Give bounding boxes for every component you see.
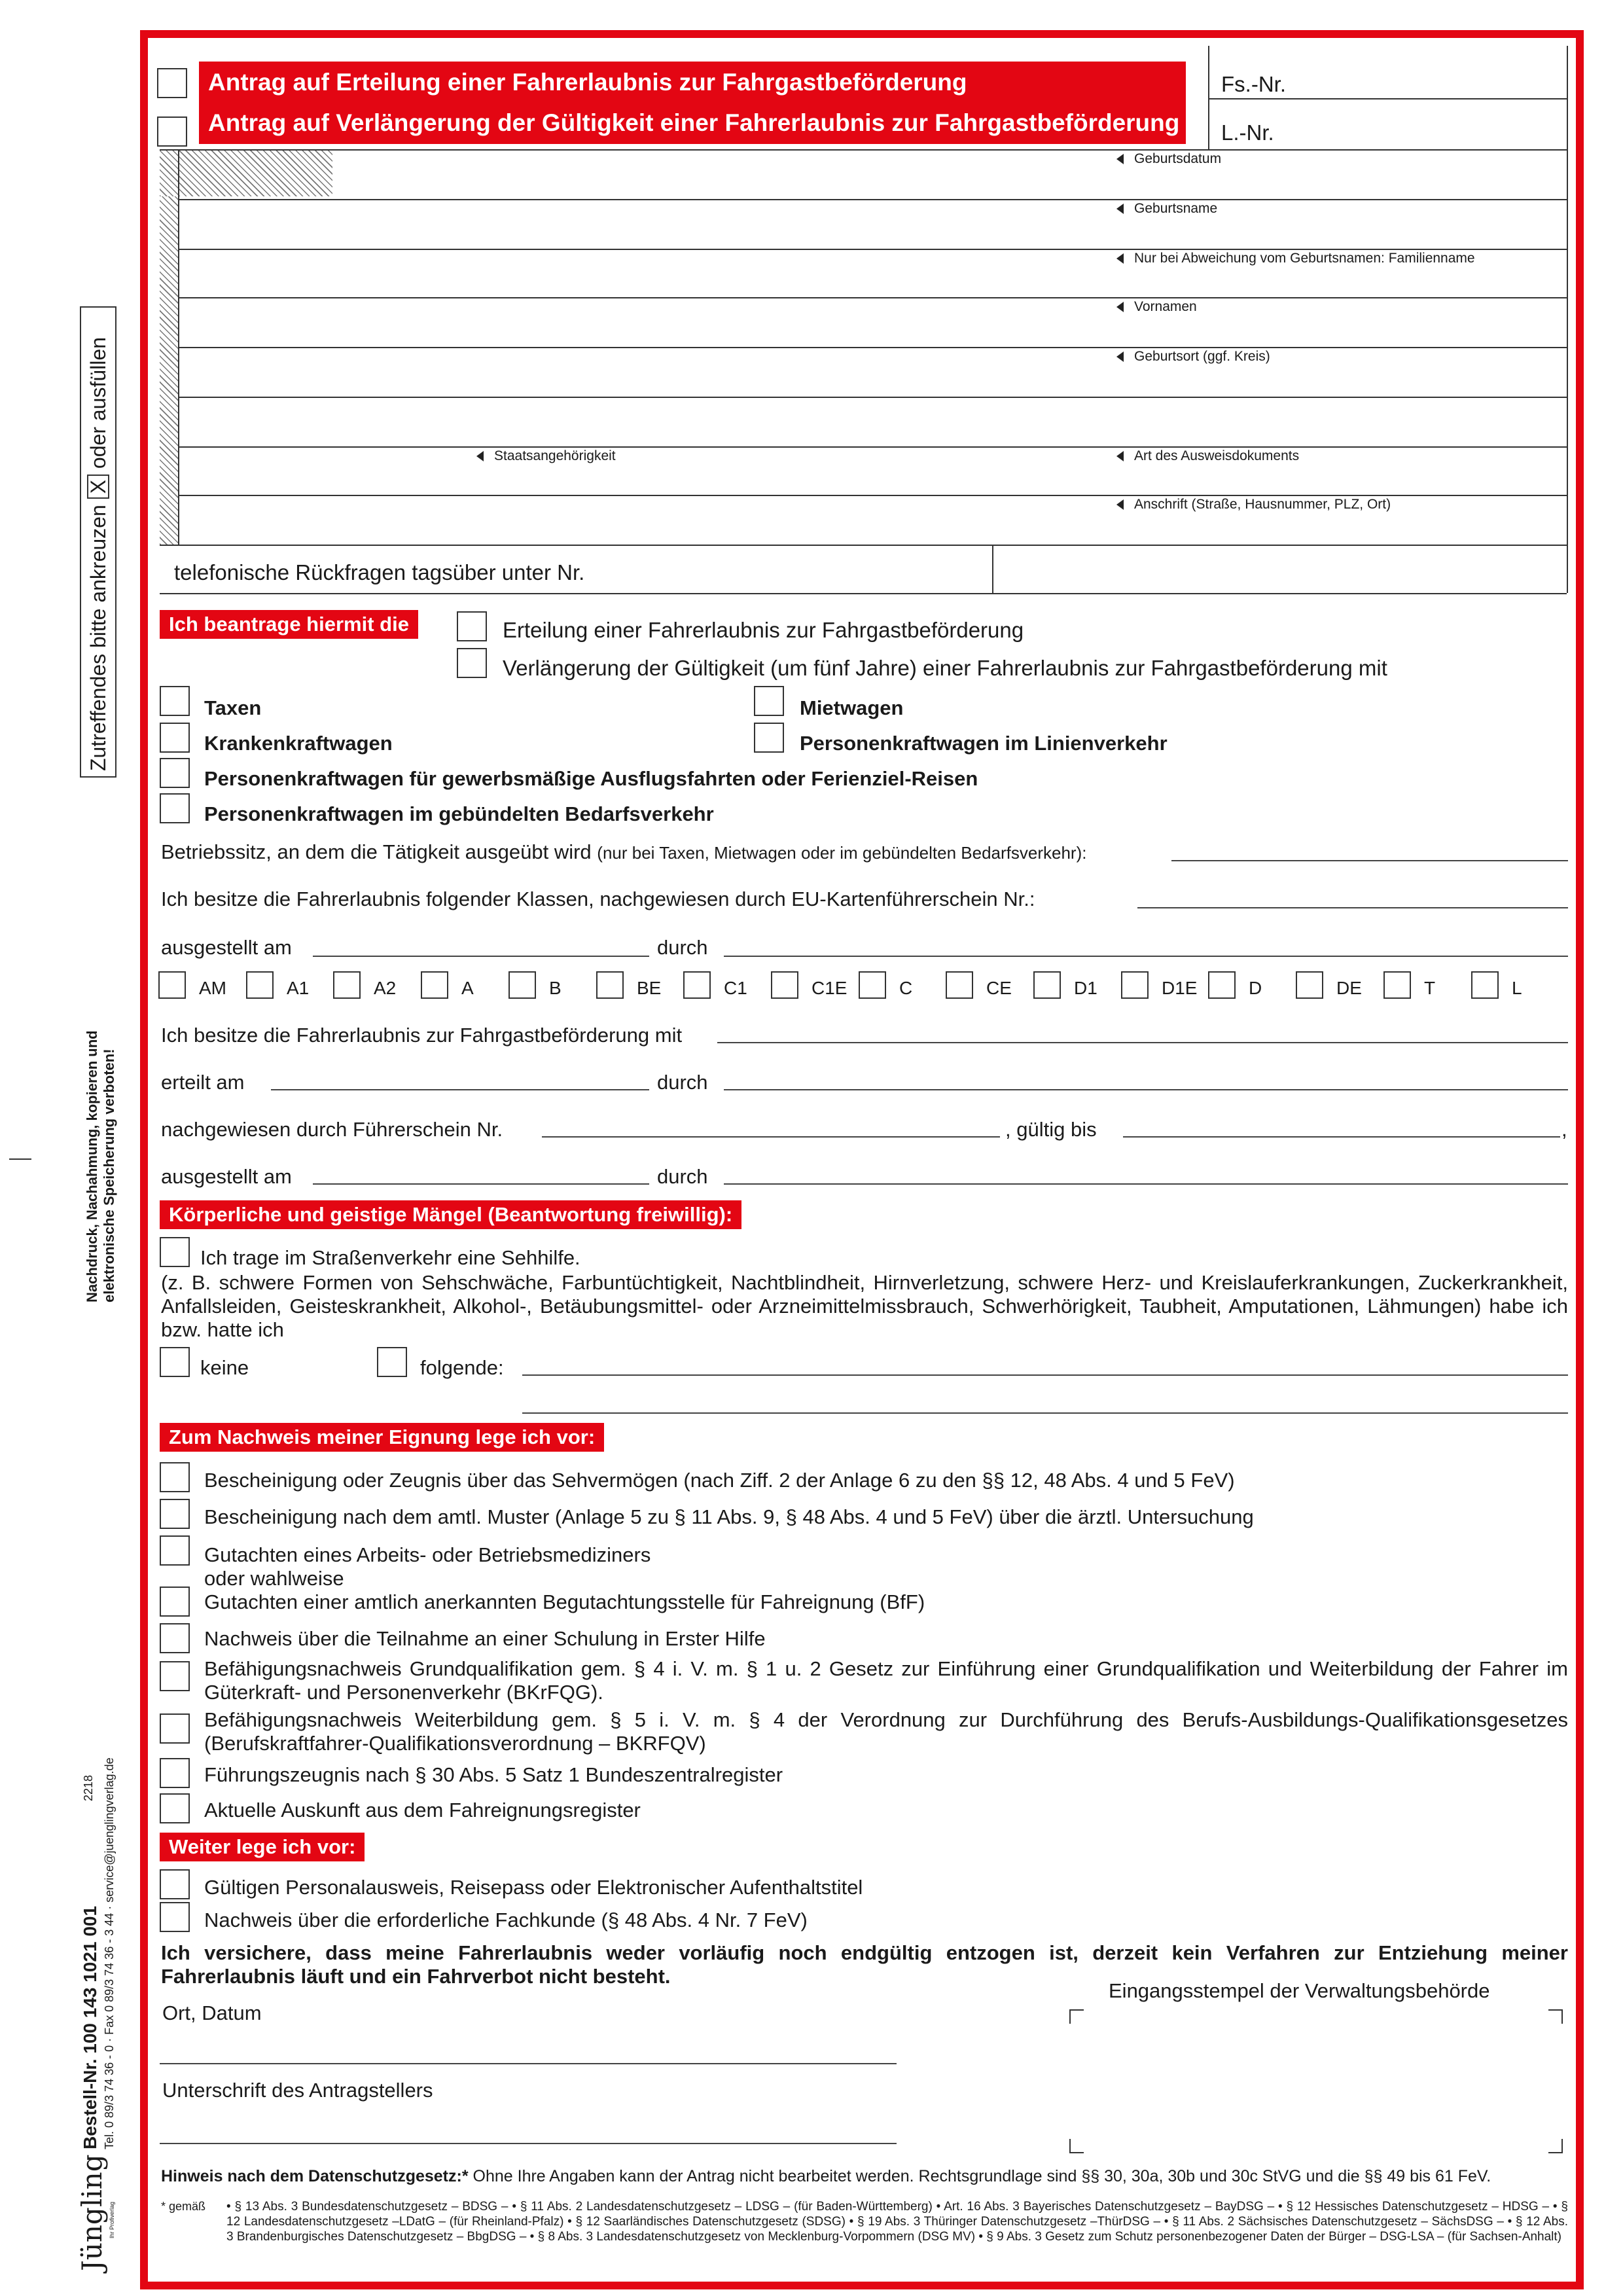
text-linienverkehr: Personenkraftwagen im Linienverkehr [800,732,1168,755]
copyright-1: Nachdruck, Nachahmung, kopieren und [84,1030,100,1302]
section-label-maengel: Körperliche und geistige Mängel (Beantwortung freiwillig): [160,1200,741,1229]
checkbox-krankenkraftwagen[interactable] [160,723,190,753]
label-staatsangehoerigkeit: Staatsangehörigkeit [476,448,616,465]
input-familienname[interactable] [178,267,1567,296]
label-klasse-c1e: C1E [812,978,847,998]
label-durch-2: durch [657,1071,708,1094]
label-durch-3: durch [657,1165,708,1188]
input-vornamen[interactable] [178,315,1567,346]
stamp-corner-bl [1069,2139,1084,2153]
checkbox-klasse-t[interactable] [1383,971,1411,999]
label-klasse-ce: CE [986,978,1012,998]
text-fuehrungszeugnis: Führungszeugnis nach § 30 Abs. 5 Satz 1 Bundeszentralregister [204,1763,783,1786]
input-gueltig-bis[interactable] [1123,1136,1560,1138]
input-fuehrerschein-nr-2[interactable] [542,1136,1000,1138]
checkbox-sehvermoegen[interactable] [160,1462,190,1492]
label-betriebssitz [161,840,1086,865]
checkbox-folgende[interactable] [377,1347,407,1377]
text-weiterbildung: Befähigungsnachweis Weiterbildung gem. § 5 i. V. m. § 4 der Verordnung zur Durchführung des Berufs-Ausbildungs-Qualifikationsgesetzes (Berufskraftfahrer-Qualifikationsverordnung – BKRFQV) [204,1708,1568,1755]
hint-after: oder ausfüllen [86,337,110,469]
text-ausweis: Gültigen Personalausweis, Reisepass oder Elektronischer Aufenthaltstitel [204,1876,863,1899]
checkbox-klasse-d[interactable] [1208,971,1236,999]
comma: , [1561,1118,1567,1141]
stamp-corner-tr [1548,2009,1563,2024]
checkbox-ausflug[interactable] [160,758,190,788]
checkbox-muster[interactable] [160,1499,190,1529]
label-klasse-b: B [549,978,562,998]
input-unterschrift[interactable] [160,2143,897,2144]
label-klasse-l: L [1512,978,1522,998]
input-ausgestellt-am-2[interactable] [313,1183,649,1185]
section-label-antrag: Ich beantrage hiermit die [160,610,418,639]
checkbox-klasse-be[interactable] [596,971,624,999]
label-klassen: Ich besitze die Fahrerlaubnis folgender Klassen, nachgewiesen durch EU-Kartenführerschein Nr.: [161,888,1035,910]
hint-x: X [87,475,109,499]
label-vornamen: Vornamen [1116,298,1197,315]
hatch-strip [160,149,178,545]
text-bff: Gutachten einer amtlich anerkannten Begutachtungsstelle für Fahreignung (BfF) [204,1590,925,1613]
copyright-2: elektronische Speicherung verboten! [101,1049,117,1302]
checkbox-klasse-c1[interactable] [683,971,711,999]
label-geburtsdatum: Geburtsdatum [1116,151,1221,168]
checkbox-erteilung[interactable] [457,611,487,641]
checkbox-auskunft[interactable] [160,1793,190,1823]
text-auskunft: Aktuelle Auskunft aus dem Fahreignungsregister [204,1799,641,1821]
form-number: 2218 [82,1774,95,1801]
text-keine: keine [200,1356,249,1379]
label-geburtsname: Geburtsname [1116,200,1217,217]
section-label-weiter: Weiter lege ich vor: [160,1833,365,1861]
checkbox-fuehrungszeugnis[interactable] [160,1758,190,1788]
checkbox-taxen[interactable] [160,686,190,716]
label-klasse-a2: A2 [374,978,397,998]
datenschutz-gemaess: * gemäß [161,2200,206,2213]
checkbox-klasse-b[interactable] [508,971,536,999]
datenschutz-text: Ohne Ihre Angaben kann der Antrag nicht bearbeitet werden. Rechtsgrundlage sind §§ 30, 30a, 30b und 30c StVG und die §§ 49 bis 61 FeV. [473,2167,1491,2185]
label-stempel: Eingangsstempel der Verwaltungsbehörde [1109,1979,1490,2002]
stamp-corner-tl [1069,2009,1084,2024]
checkbox-buendel[interactable] [160,793,190,823]
label-gueltig-bis: , gültig bis [1005,1118,1097,1141]
checkbox-klasse-d1[interactable] [1033,971,1061,999]
label-ausgestellt-am: ausgestellt am [161,936,292,959]
checkbox-erteilung-title[interactable] [157,68,187,98]
text-versicherung: Ich versichere, dass meine Fahrerlaubnis weder vorläufig noch endgültig entzogen ist, derzeit kein Verfahren zur Entziehung meiner Fahrerlaubnis läuft und ein Fahrverbot nicht besteht. [161,1941,1568,1988]
input-betriebssitz[interactable] [1171,860,1568,861]
checkbox-klasse-am[interactable] [158,971,186,999]
text-mietwagen: Mietwagen [800,696,904,719]
text-sehvermoegen: Bescheinigung oder Zeugnis über das Sehvermögen (nach Ziff. 2 der Anlage 6 zu den §§ 12, 48 Abs. 4 und 5 FeV) [204,1469,1235,1492]
text-maengel: (z. B. schwere Formen von Sehschwäche, Farbuntüchtigkeit, Nachtblindheit, Hirnverletzung, schwere Herz- und Kreislauferkrankungen, Zuckerkrankheit, Anfallsleiden, Geisteskrankheit, Alkohol-, Betäubungsmittel- oder Arzneimittelmissbrauch, Schwerhörigkeit, Taubheit, Amputationen, Lähmungen) habe ich bzw. hatte ich [161,1271,1568,1341]
input-durch-2[interactable] [724,1089,1568,1090]
label-klasse-am: AM [199,978,226,998]
input-geburtsdatum[interactable] [178,168,1567,198]
label-klasse-c1: C1 [724,978,747,998]
checkbox-verlaengerung-title[interactable] [157,117,187,147]
section-label-nachweis: Zum Nachweis meiner Eignung lege ich vor: [160,1423,604,1452]
label-klasse-be: BE [637,978,662,998]
brand-logo: Jüngling [76,2154,108,2271]
input-telefon[interactable] [993,546,1565,592]
checkbox-klasse-c[interactable] [859,971,886,999]
label-unterschrift: Unterschrift des Antragstellers [162,2079,433,2102]
checkbox-verlaengerung[interactable] [457,648,487,678]
text-erste-hilfe: Nachweis über die Teilnahme an einer Schulung in Erster Hilfe [204,1627,766,1650]
input-geburtsort[interactable] [178,365,1567,395]
checkbox-klasse-de[interactable] [1296,971,1323,999]
checkbox-keine[interactable] [160,1347,190,1377]
label-klasse-a: A [461,978,474,998]
input-anschrift[interactable] [178,513,1567,543]
text-buendel: Personenkraftwagen im gebündelten Bedarfsverkehr [204,802,714,825]
hint-before: Zutreffendes bitte ankreuzen [86,505,110,771]
input-geburtsname[interactable] [178,217,1567,247]
input-folgende-2[interactable] [522,1412,1568,1414]
label-klasse-de: DE [1336,978,1362,998]
text-muster: Bescheinigung nach dem amtl. Muster (Anlage 5 zu § 11 Abs. 9, § 48 Abs. 4 und 5 FeV) über die ärztl. Untersuchung [204,1505,1254,1528]
checkbox-ausweis[interactable] [160,1869,190,1899]
input-ausgestellt-am[interactable] [313,956,649,957]
checkbox-sehhilfe[interactable] [160,1237,190,1267]
label-familienname: Nur bei Abweichung vom Geburtsnamen: Familienname [1116,250,1475,267]
brand-sub: Ihr Profiverlag [109,2201,115,2238]
label-ausgestellt-am-2: ausgestellt am [161,1165,292,1188]
datenschutz-laws: • § 13 Abs. 3 Bundesdatenschutzgesetz – BDSG – • § 11 Abs. 2 Landesdatenschutzgesetz – LDSG – (für Baden-Württemberg) • Art. 16 Abs. 3 Bayerisches Datenschutzgesetz – BayDSG – • § 12 Hessisches Datenschutzgesetz – HDSG – • § 12 Landesdatenschutzgesetz –LDatG – (für Rheinland-Pfalz) • § 12 Saarländisches Datenschutzgesetz (SDSG) • § 19 Abs. 3 Thüringer Datenschutzgesetz –ThürDSG – • § 11 Abs. 2 Sächsisches Datenschutzgesetz – SächsDSG – • § 12 Abs. 3 Brandenburgisches Datenschutzgesetz – BbgDSG – • § 8 Abs. 3 Landesdatenschutzgesetz von Mecklenburg-Vorpommern (DSG MV) • § 9 Abs. 3 Gesetz zum Schutz personenbezogener Daten der Bürger – DSG-LSA – (für Sachsen-Anhalt) [226,2200,1568,2244]
text-oder-wahlweise: oder wahlweise [204,1567,344,1590]
label-geburtsort: Geburtsort (ggf. Kreis) [1116,348,1270,365]
title-verlaengerung: Antrag auf Verlängerung der Gültigkeit einer Fahrerlaubnis zur Fahrgastbeförderung [208,109,1180,136]
label-klasse-c: C [899,978,913,998]
checkbox-klasse-c1e[interactable] [771,971,798,999]
text-grundqualifikation: Befähigungsnachweis Grundqualifikation gem. § 4 i. V. m. § 1 u. 2 Gesetz zur Einführung einer Grundqualifikation und Weiterbildung der Fahrer im Güterkraft- und Personenverkehr (BKrFQG). [204,1657,1568,1704]
datenschutz-heading: Hinweis nach dem Datenschutzgesetz:* [161,2167,469,2185]
checkbox-fachkunde[interactable] [160,1902,190,1932]
checkbox-klasse-a[interactable] [421,971,448,999]
label-ort-datum: Ort, Datum [162,2001,262,2024]
label-klasse-t: T [1424,978,1436,998]
checkbox-klasse-a2[interactable] [333,971,361,999]
checkbox-klasse-ce[interactable] [946,971,973,999]
betriebssitz-note: (nur bei Taxen, Mietwagen oder im gebündelten Bedarfsverkehr): [597,843,1087,863]
title-erteilung: Antrag auf Erteilung einer Fahrerlaubnis zur Fahrgastbeförderung [208,69,967,96]
datenschutz-line [161,2166,1491,2186]
betriebssitz-text: Betriebssitz, an dem die Tätigkeit ausgeübt wird [161,840,592,863]
checkbox-klasse-l[interactable] [1471,971,1499,999]
fs-nr-label: Fs.-Nr. [1221,72,1286,96]
label-klasse-a1: A1 [287,978,310,998]
text-krankenkraftwagen: Krankenkraftwagen [204,732,393,755]
text-fachkunde: Nachweis über die erforderliche Fachkunde (§ 48 Abs. 4 Nr. 7 FeV) [204,1909,808,1931]
label-fahrgast: Ich besitze die Fahrerlaubnis zur Fahrgastbeförderung mit [161,1024,683,1047]
text-sehhilfe: Ich trage im Straßenverkehr eine Sehhilfe. [200,1246,580,1269]
input-fuehrerschein-nr[interactable] [1137,907,1568,908]
stamp-corner-br [1548,2139,1563,2153]
label-nachgewiesen: nachgewiesen durch Führerschein Nr. [161,1118,503,1141]
input-erteilt-am[interactable] [271,1089,649,1090]
label-klasse-d1: D1 [1074,978,1097,998]
bestell-nr: Bestell-Nr. 100 143 1021 001 [80,1905,100,2149]
text-taxen: Taxen [204,696,262,719]
fold-mark [9,1158,31,1160]
input-staatsangehoerigkeit-ausweis[interactable] [178,397,1567,445]
input-folgende-1[interactable] [522,1374,1568,1376]
text-arbeitsmediziner: Gutachten eines Arbeits- oder Betriebsmediziners [204,1543,651,1566]
text-verlaengerung: Verlängerung der Gültigkeit (um fünf Jahre) einer Fahrerlaubnis zur Fahrgastbeförderung mit [503,656,1387,680]
input-ort-datum[interactable] [160,2063,897,2064]
text-ausflug: Personenkraftwagen für gewerbsmäßige Ausflugsfahrten oder Ferienziel-Reisen [204,767,978,790]
text-folgende: folgende: [420,1356,504,1379]
checkbox-klasse-a1[interactable] [246,971,274,999]
contact-info: Tel. 0 89/3 74 36 - 0 · Fax 0 89/3 74 36 - 3 44 · service@juenglingverlag.de [103,1757,116,2149]
checkbox-weiterbildung[interactable] [160,1713,190,1744]
checkbox-mietwagen[interactable] [754,686,784,716]
label-klasse-d: D [1249,978,1262,998]
label-anschrift: Anschrift (Straße, Hausnummer, PLZ, Ort) [1116,496,1391,513]
label-klasse-d1e: D1E [1162,978,1198,998]
checkbox-arbeitsmediziner[interactable] [160,1535,190,1566]
input-durch[interactable] [724,956,1568,957]
input-durch-3[interactable] [724,1183,1568,1185]
label-erteilt-am: erteilt am [161,1071,245,1094]
label-ausweisdokument: Art des Ausweisdokuments [1116,448,1299,465]
text-erteilung: Erteilung einer Fahrerlaubnis zur Fahrgastbeförderung [503,618,1024,642]
checkbox-bff[interactable] [160,1587,190,1617]
checkbox-grundqualifikation[interactable] [160,1661,190,1691]
hint-text [86,337,111,771]
label-telefon: telefonische Rückfragen tagsüber unter Nr. [174,560,585,584]
l-nr-label: L.-Nr. [1221,120,1274,145]
checkbox-erste-hilfe[interactable] [160,1623,190,1653]
label-durch: durch [657,936,708,959]
checkbox-klasse-d1e[interactable] [1121,971,1149,999]
input-fahrgast[interactable] [717,1042,1568,1043]
checkbox-linienverkehr[interactable] [754,723,784,753]
